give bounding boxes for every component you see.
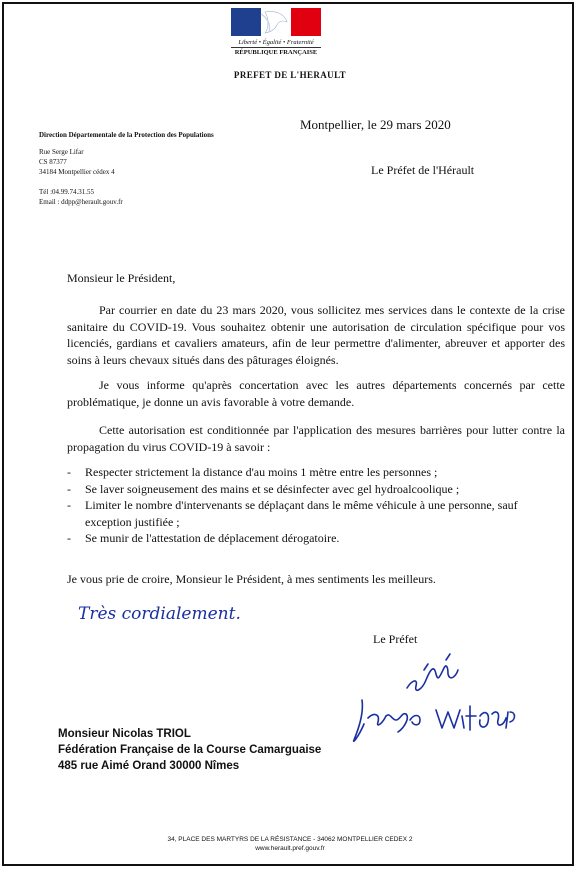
barrier-measures-list (67, 464, 565, 547)
paragraph-decision: Je vous informe qu'après concertation avec les autres départements concernés par cette problématique, je donne un avis favorable à votre demande. (67, 378, 565, 409)
list-item: - Se munir de l'attestation de déplacement dérogatoire. (67, 531, 340, 545)
recipient-street: 485 rue Aimé Orand 30000 Nîmes (58, 760, 240, 772)
closing-formula: Je vous prie de croire, Monsieur le Président, à mes sentiments les meilleurs. (67, 572, 436, 586)
paragraph-conditions: Cette autorisation est conditionnée par l'application des mesures barrières pour lutter contre la propagation du virus COVID-19 à savoir : (67, 423, 565, 454)
republic-motto: Liberté • Égalité • Fraternité (238, 39, 314, 46)
list-item: - Se laver soigneusement des mains et se désinfecter avec gel hydroalcoolique ; (67, 481, 460, 496)
handwritten-note: Très cordialement. (78, 604, 241, 624)
republic-name: RÉPUBLIQUE FRANÇAISE (231, 47, 321, 56)
recipient-address (58, 726, 321, 774)
sender-direction: Direction Départementale de la Protection des Populations (39, 131, 214, 139)
footer-address: 34, PLACE DES MARTYRS DE LA RÉSISTANCE - 34062 MONTPELLIER CEDEX 2 (167, 836, 413, 843)
marianne-logo (231, 8, 321, 56)
sender-email: Email : ddpp@herault.gouv.fr (39, 198, 123, 206)
handwritten-signature (350, 640, 530, 750)
list-item: - Limiter le nombre d'intervenants se déplaçant dans le même véhicule à une personne, sauf exception justifiée ; (67, 498, 518, 529)
paragraph-request: Par courrier en date du 23 mars 2020, vous sollicitez mes services dans le contexte de la crise sanitaire du COVID-19. Vous souhaitez obtenir une autorisation de circulation spécifique pour vos licenciés, gardians et cavaliers amateurs, afin de leur permettre d'alimenter, abreuver et apporter des soins à leurs chevaux situés dans des pâturages éloignés. (67, 303, 565, 367)
prefecture-title: PREFET DE L'HERAULT (233, 70, 347, 80)
footer-website: www.herault.pref.gouv.fr (255, 845, 325, 852)
sender-city: 34184 Montpellier cédex 4 (39, 168, 115, 176)
french-flag-icon (231, 8, 321, 36)
recipient-organization: Fédération Française de la Course Camarguaise (58, 744, 322, 756)
sender-phone: Tél :04.99.74.31.55 (39, 188, 95, 196)
sender-cs: CS 87377 (39, 158, 67, 166)
recipient-name: Monsieur Nicolas TRIOL (58, 728, 191, 740)
list-item: - Respecter strictement la distance d'au moins 1 mètre entre les personnes ; (67, 465, 438, 479)
place-and-date: Montpellier, le 29 mars 2020 (300, 117, 451, 132)
signatory-title: Le Préfet de l'Hérault (371, 163, 475, 177)
salutation: Monsieur le Président, (67, 271, 176, 285)
signature-label: Le Préfet (373, 632, 418, 646)
sender-street: Rue Serge Lifar (39, 148, 84, 156)
marianne-profile-icon (231, 8, 321, 36)
